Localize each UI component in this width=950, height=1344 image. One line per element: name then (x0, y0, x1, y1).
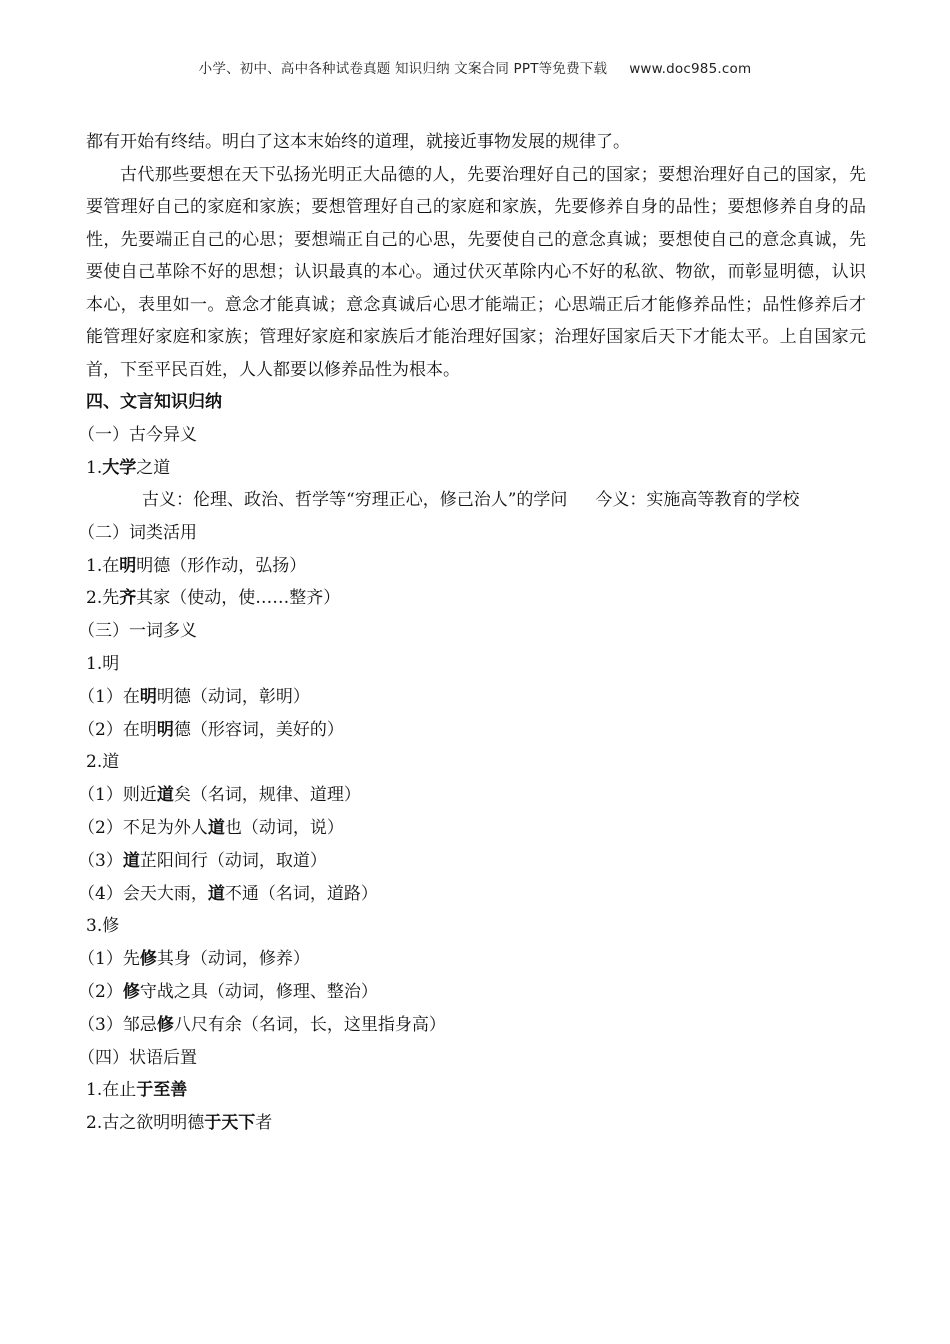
duoyi-ming-head: 1.明 (86, 654, 120, 675)
duoyi-xiu-1: （1）先修其身（动词，修养） (78, 949, 310, 970)
duoyi-xiu-3: （3）邹忌修八尺有余（名词，长，这里指身高） (78, 1014, 446, 1035)
duoyi-dao-3: （3）道芷阳间行（动词，取道） (78, 850, 327, 871)
duoyi-xiu-head: 3.修 (86, 916, 120, 937)
duoyi-ming-1: （1）在明明德（动词，彰明） (78, 686, 310, 707)
duoyi-dao-1: （1）则近道矣（名词，规律、道理） (78, 785, 361, 806)
section-4-title: 四、文言知识归纳 (86, 392, 222, 412)
cilei-item-2: 2.先齐其家（使动，使……整齐） (86, 588, 341, 609)
subsection-cilei-title: （二）词类活用 (78, 522, 197, 543)
subsection-gujin-title: （一）古今异义 (78, 424, 197, 445)
cilei-item-1: 1.在明明德（形作动，弘扬） (86, 555, 307, 576)
gujin-explanation (86, 484, 866, 517)
duoyi-dao-2: （2）不足为外人道也（动词，说） (78, 818, 344, 839)
duoyi-ming-2: （2）在明明德（形容词，美好的） (78, 719, 344, 740)
duoyi-dao-4: （4）会天大雨，道不通（名词，道路） (78, 883, 378, 904)
document-body (78, 126, 866, 1140)
zhuangyu-item-1: 1.在止于至善 (86, 1080, 188, 1101)
duoyi-dao-head: 2.道 (86, 752, 120, 773)
page-header (0, 57, 950, 77)
header-text: 小学、初中、高中各种试卷真题 知识归纳 文案合同 PPT等免费下载 (198, 61, 608, 77)
subsection-duoyi-title: （三）一词多义 (78, 621, 197, 642)
duoyi-xiu-2: （2）修守战之具（动词，修理、整治） (78, 982, 378, 1003)
zhuangyu-item-2: 2.古之欲明明德于天下者 (86, 1113, 273, 1134)
guyi-text: 古义：伦理、政治、哲学等“穷理正心，修己治人”的学问 (142, 490, 568, 511)
subsection-zhuangyu-title: （四）状语后置 (78, 1047, 197, 1068)
paragraph-2: 古代那些要想在天下弘扬光明正大品德的人，先要治理好自己的国家；要想治理好自己的国家，先要管理好自己的家庭和家族；要想管理好自己的家庭和家族，先要修养自身的品性；要想修养自身的品性，先要端正自己的心思；要想端正自己的心思，先要使自己的意念真诚；要想使自己的意念真诚，先要使自己革除不好的思想；认识最真的本心。通过伏灭革除内心不好的私欲、物欲，而彰显明德，认识本心，表里如一。意念才能真诚；意念真诚后心思才能端正；心思端正后才能修养品性；品性修养后才能管理好家庭和家族；管理好家庭和家族后才能治理好国家；治理好国家后天下才能太平。上自国家元首，下至平民百姓，人人都要以修养品性为根本。 (86, 164, 866, 380)
paragraph-1: 都有开始有终结。明白了这本末始终的道理，就接近事物发展的规律了。 (86, 132, 630, 152)
jinyi-text: 今义：实施高等教育的学校 (595, 490, 800, 511)
header-site-link[interactable]: www.doc985.com (629, 61, 752, 77)
gujin-item-1: 1.大学之道 (86, 457, 171, 478)
